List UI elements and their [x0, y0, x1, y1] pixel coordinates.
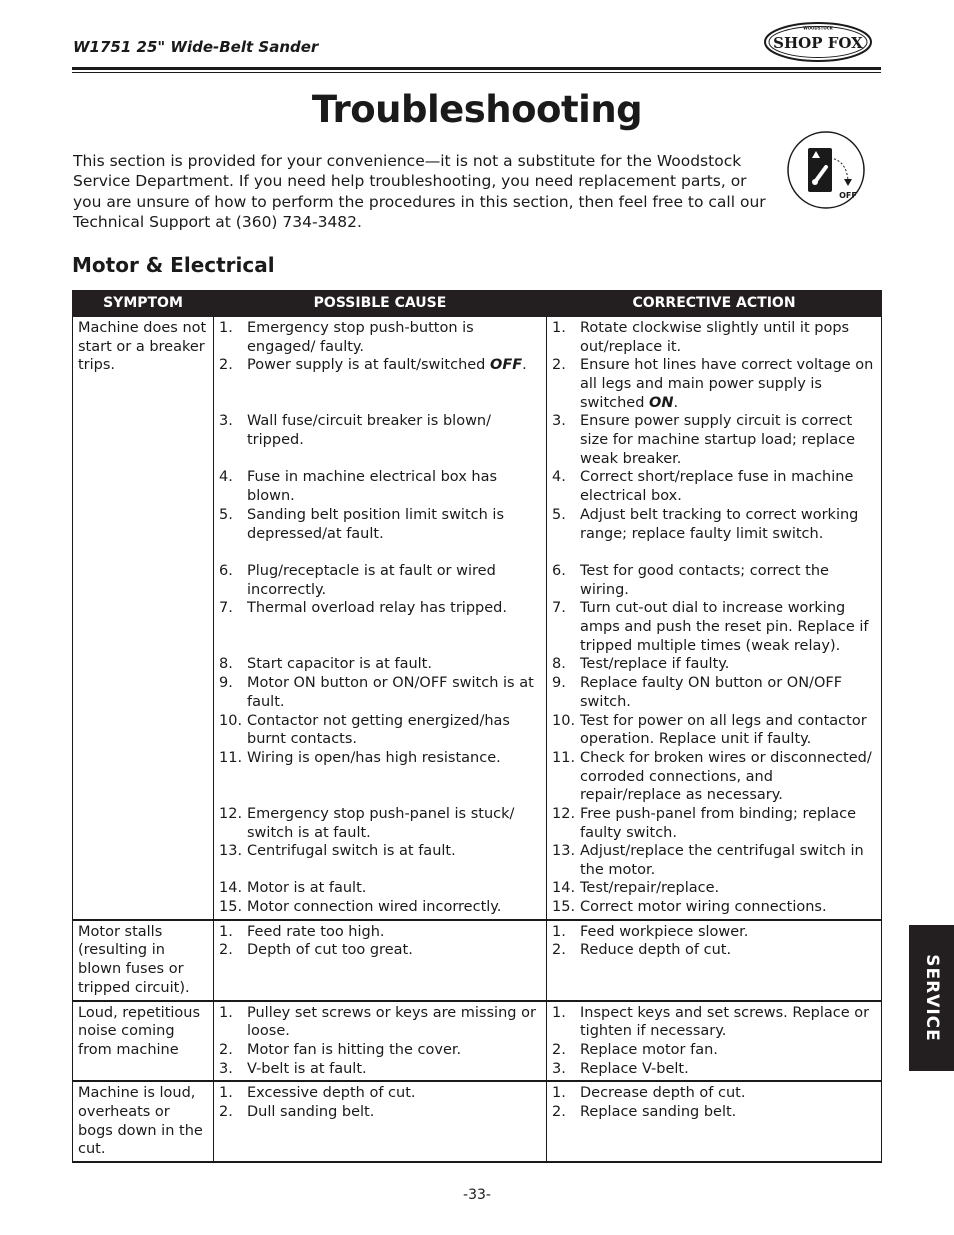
- cause-item: 1. Emergency stop push-button is engaged/ faulty.: [219, 320, 474, 355]
- cause-item: 10. Contactor not getting energized/has burnt contacts.: [219, 712, 510, 748]
- symptom-cell: Machine is loud, overheats or bogs down in the cut.: [73, 1081, 214, 1162]
- cause-item: 8. Start capacitor is at fault.: [219, 656, 432, 673]
- action-item: 13. Adjust/replace the centrifugal switch in the motor.: [552, 843, 864, 879]
- table-row: [73, 1081, 882, 1162]
- intro-paragraph: This section is provided for your convenience—it is not a substitute for the Woodstock Service Department. If you need help troubleshooting, you need replacement parts, or you are unsure of how to perform the procedures in this section, then feel free to call our Technical Support at (360) 734-3482.: [73, 152, 766, 231]
- cause-item: 6. Plug/receptacle is at fault or wired incorrectly.: [219, 563, 496, 599]
- action-item: 7. Turn cut-out dial to increase working amps and push the reset pin. Replace if tripped multiple times (weak relay).: [552, 600, 869, 654]
- cause-item: 11. Wiring is open/has high resistance.: [219, 749, 501, 766]
- cause-item: 7. Thermal overload relay has tripped.: [219, 600, 507, 617]
- cause-item: 13. Centrifugal switch is at fault.: [219, 843, 456, 860]
- cause-item: 15. Motor connection wired incorrectly.: [219, 899, 502, 916]
- table-header-row: [73, 291, 882, 317]
- action-item: 3. Replace V-belt.: [552, 1060, 689, 1077]
- action-cell: [547, 1001, 882, 1082]
- action-item: 11. Check for broken wires or disconnected/ corroded connections, and repair/replace as necessary.: [552, 749, 872, 804]
- cause-item: 4. Fuse in machine electrical box has blown.: [219, 469, 498, 505]
- cause-item: 2. Motor fan is hitting the cover.: [219, 1041, 462, 1058]
- table-row: [73, 1001, 882, 1082]
- section-heading: Motor & Electrical: [72, 253, 275, 277]
- table-row: [73, 920, 882, 1001]
- symptom-cell: Loud, repetitious noise coming from machine: [73, 1001, 214, 1082]
- cause-cell: [214, 1081, 547, 1162]
- cause-cell: [214, 920, 547, 1001]
- cause-cell: [214, 317, 547, 920]
- page-number: -33-: [463, 1187, 491, 1203]
- cause-item: 1. Pulley set screws or keys are missing or loose.: [219, 1004, 536, 1040]
- action-item: 12. Free push-panel from binding; replace faulty switch.: [552, 805, 857, 841]
- service-side-tab: [909, 925, 954, 1071]
- action-item: 6. Test for good contacts; correct the wiring.: [552, 563, 829, 599]
- action-item: 10. Test for power on all legs and contactor operation. Replace unit if faulty.: [552, 712, 867, 748]
- cause-item: 1. Excessive depth of cut.: [219, 1085, 416, 1102]
- action-item: 2. Ensure hot lines have correct voltage on all legs and main power supply is switched ON.: [552, 357, 874, 411]
- action-item: 1. Rotate clockwise slightly until it pops out/replace it.: [552, 320, 850, 355]
- action-item: 4. Correct short/replace fuse in machine electrical box.: [552, 469, 854, 505]
- header-possible-cause: POSSIBLE CAUSE: [214, 291, 547, 317]
- action-cell: [547, 920, 882, 1001]
- action-item: 3. Ensure power supply circuit is correct size for machine startup load; replace weak breaker.: [552, 413, 856, 467]
- cause-item: 3. V-belt is at fault.: [219, 1060, 367, 1077]
- warning-off-label: OFF: [839, 191, 857, 200]
- action-item: 1. Decrease depth of cut.: [552, 1085, 746, 1102]
- header-symptom: SYMPTOM: [73, 291, 214, 317]
- action-item: 2. Replace sanding belt.: [552, 1104, 737, 1121]
- cause-item: 9. Motor ON button or ON/OFF switch is at fault.: [219, 675, 534, 710]
- cause-item: 2. Power supply is at fault/switched OFF.: [219, 357, 527, 374]
- cause-cell: [214, 1001, 547, 1082]
- action-item: 9. Replace faulty ON button or ON/OFF switch.: [552, 675, 843, 710]
- header-rule-thick: [72, 67, 881, 70]
- header-corrective-action: CORRECTIVE ACTION: [547, 291, 882, 317]
- action-item: 8. Test/replace if faulty.: [552, 656, 730, 673]
- header-model-title: W1751 25" Wide-Belt Sander: [73, 38, 319, 56]
- header-rule-thin: [72, 72, 881, 73]
- cause-item: 5. Sanding belt position limit switch is depressed/at fault.: [219, 507, 504, 543]
- power-off-warning-icon: [786, 130, 866, 210]
- cause-item: 3. Wall fuse/circuit breaker is blown/ tripped.: [219, 413, 492, 449]
- service-side-tab-label: SERVICE: [921, 954, 942, 1042]
- action-item: 2. Replace motor fan.: [552, 1041, 718, 1058]
- action-item: 14. Test/repair/replace.: [552, 880, 720, 897]
- action-item: 2. Reduce depth of cut.: [552, 942, 732, 959]
- symptom-cell: Machine does not start or a breaker trips.: [73, 317, 214, 920]
- cause-item: 12. Emergency stop push-panel is stuck/ switch is at fault.: [219, 805, 515, 841]
- action-item: 1. Feed workpiece slower.: [552, 923, 749, 940]
- action-item: 1. Inspect keys and set screws. Replace or tighten if necessary.: [552, 1004, 870, 1040]
- table-row: [73, 317, 882, 920]
- page-title: Troubleshooting: [311, 88, 643, 131]
- shop-fox-logo: [763, 21, 873, 63]
- action-item: 15. Correct motor wiring connections.: [552, 899, 827, 916]
- logo-text: SHOP FOX: [773, 34, 863, 52]
- action-cell: [547, 1081, 882, 1162]
- logo-ring-text: WOODSTOCK: [803, 25, 833, 31]
- cause-item: 1. Feed rate too high.: [219, 923, 385, 940]
- cause-item: 2. Depth of cut too great.: [219, 942, 413, 959]
- symptom-cell: Motor stalls (resulting in blown fuses or tripped circuit).: [73, 920, 214, 1001]
- troubleshooting-table: [72, 290, 882, 1163]
- cause-item: 14. Motor is at fault.: [219, 880, 367, 897]
- action-item: 5. Adjust belt tracking to correct working range; replace faulty limit switch.: [552, 507, 859, 543]
- cause-item: 2. Dull sanding belt.: [219, 1104, 375, 1121]
- action-cell: [547, 317, 882, 920]
